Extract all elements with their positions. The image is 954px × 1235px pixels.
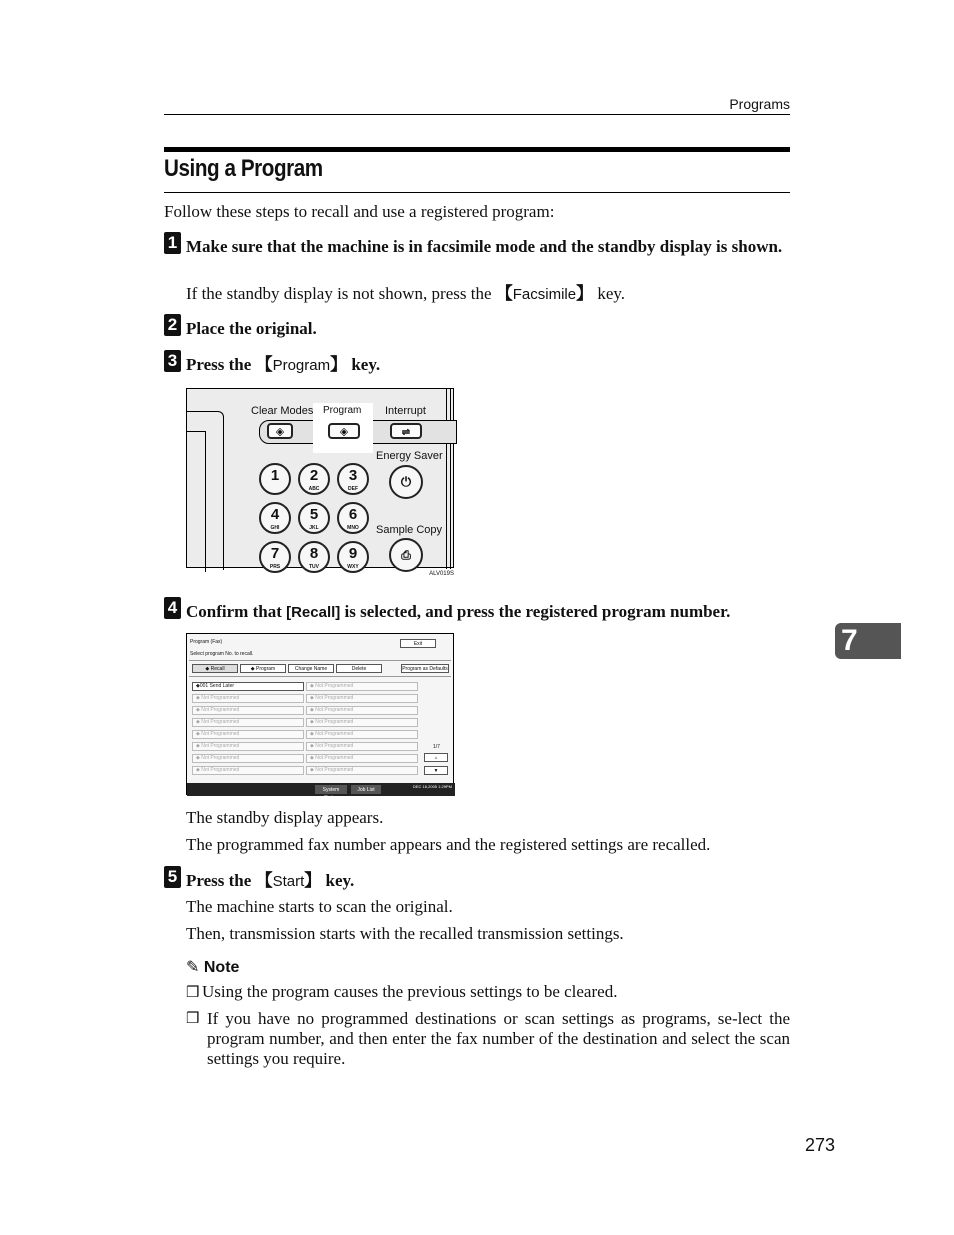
step-2-text: Place the original. [186,319,317,338]
keypad-key-7: 7 PRS [259,541,291,573]
header-rule [164,114,790,115]
step-2-number: 2 [164,314,181,336]
checkbox-bullet-icon: ❒ [186,985,200,1001]
sample-copy-label: Sample Copy [376,524,443,536]
screen-program-tab: ◆ Program [240,664,286,673]
keypad-key-6: 6 MNO [337,502,369,534]
screen-system-status: System Status [315,785,347,794]
sample-copy-icon: ⎙ [389,538,423,572]
panel-figure-id: ALV019S [429,571,454,577]
screen-title: Program (Fax) [190,639,223,645]
screen-program-slot: ◆ Not Programmed [306,742,418,751]
screen-program-slot: ◆ Not Programmed [192,742,304,751]
title-bottom-rule [164,192,790,193]
step-4-subtext-2: The programmed fax number appears and the registered settings are recalled. [186,835,711,854]
step-5-text: Press the 【Start】 key. [186,871,355,890]
note-item: ❒ Using the program causes the previous settings to be cleared. [186,982,618,1001]
screen-program-slot: ◆ Not Programmed [192,706,304,715]
checkbox-bullet-icon: ❒ [186,1011,200,1027]
screen-program-slot: ◆ Not Programmed [192,730,304,739]
intro-text: Follow these steps to recall and use a registered program: [164,202,555,221]
keypad-key-8: 8 TUV [298,541,330,573]
clear-modes-button-icon: ◈ [267,423,293,439]
screen-datetime: DEC 16,2005 1:29PM [413,784,452,789]
screen-first-entry: ◆001 Send Later [192,682,304,691]
screen-down-button: ▼ [424,766,448,775]
facsimile-key-name: Facsimile [512,286,577,303]
step-5-subtext-2: Then, transmission starts with the recalled transmission settings. [186,924,624,943]
clear-modes-label: Clear Modes [251,405,314,417]
step-3-text: Press the 【Program】 key. [186,355,381,374]
note-item: ❒ If you have no programmed destinations or scan settings as programs, se-lect the program number, and then enter the fax number of the destination and select the scan settings you require. [186,1009,790,1068]
screen-prompt: Select program No. to recall. [190,651,254,657]
interrupt-button-icon: ⇌ [390,423,422,439]
screen-job-list: Job List [351,785,381,794]
note-heading: ✎ Note [186,959,240,976]
pencil-icon: ✎ [186,959,200,976]
step-5-subtext-1: The machine starts to scan the original. [186,897,453,916]
step-1-number: 1 [164,232,181,254]
screen-program-slot: ◆ Not Programmed [306,730,418,739]
screen-defaults-tab: Program as Defaults [402,666,448,672]
screen-up-button: ▲ [424,753,448,762]
screen-program-slot: ◆ Not Programmed [192,694,304,703]
page-number: 273 [804,1135,835,1155]
page-title: Using a Program [164,155,323,182]
screen-program-slot: ◆ Not Programmed [306,718,418,727]
step-4-subtext-1: The standby display appears. [186,808,384,827]
keypad-key-2: 2 ABC [298,463,330,495]
title-top-rule [164,147,790,152]
screen-program-slot: ◆ Not Programmed [306,754,418,763]
screen-change-name-tab: Change Name [288,664,334,673]
screen-program-slot: ◆ Not Programmed [306,766,418,775]
running-header: Programs [729,96,790,112]
step-5-number: 5 [164,866,181,888]
interrupt-label: Interrupt [385,405,426,417]
screen-page-indicator: 1/7 [433,744,440,750]
screen-program-slot: ◆ Not Programmed [306,694,418,703]
energy-saver-label: Energy Saver [376,450,443,462]
step-4-text: Confirm that [Recall] is selected, and press the registered program number. [186,602,731,621]
screen-program-slot: ◆ Not Programmed [306,682,418,691]
keypad-key-3: 3 DEF [337,463,369,495]
step-4-number: 4 [164,597,181,619]
program-fax-screen-illustration [186,633,454,801]
step-1-text: Make sure that the machine is in facsimile mode and the standby display is shown. [186,237,783,256]
screen-recall-tab: ◆ Recall [192,664,238,673]
step-3-number: 3 [164,350,181,372]
screen-program-slot: ◆ Not Programmed [192,718,304,727]
screen-exit-button: Exit [400,639,436,648]
screen-program-slot: ◆ Not Programmed [192,766,304,775]
start-key-name: Start [272,873,305,890]
keypad-key-4: 4 GHI [259,502,291,534]
recall-key-name: [Recall] [286,604,341,621]
program-button-icon: ◈ [328,423,360,439]
keypad-key-1: 1 [259,463,291,495]
energy-saver-icon: ⏻ [389,465,423,499]
keypad-key-9: 9 WXY [337,541,369,573]
screen-program-slot: ◆ Not Programmed [306,706,418,715]
screen-delete-tab: Delete [336,664,382,673]
screen-program-slot: ◆ Not Programmed [192,754,304,763]
program-key-name: Program [272,357,331,374]
keypad-key-5: 5 JKL [298,502,330,534]
step-1-subtext: If the standby display is not shown, press the 【Facsimile】 key. [186,284,626,303]
program-label: Program [323,405,362,416]
chapter-tab: 7 [835,623,901,659]
control-panel-illustration [186,388,454,568]
